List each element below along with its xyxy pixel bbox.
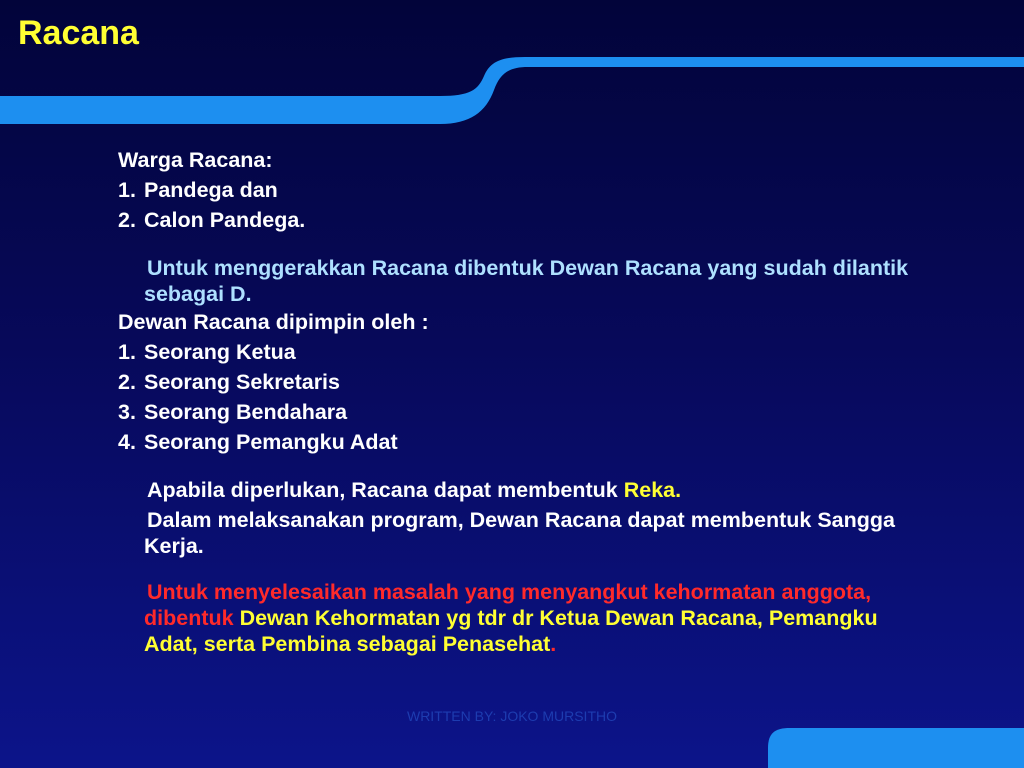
list-number: 4. (118, 430, 136, 454)
slide-title: Racana (18, 14, 139, 52)
pimpinan-item (118, 427, 918, 457)
list-number: 2. (118, 370, 136, 394)
list-text: Calon Pandega. (144, 208, 306, 232)
kehormatan-paragraph (118, 579, 918, 657)
slide-content (118, 145, 918, 657)
dipimpin-heading: Dewan Racana dipimpin oleh : (118, 310, 429, 334)
header-swoosh-band (0, 57, 1024, 124)
kehormatan-red-text: Untuk menyelesaikan masalah yang menyangkut kehormatan anggota, dibentuk (144, 580, 872, 630)
list-number: 3. (118, 400, 136, 424)
kehormatan-period: . (550, 632, 557, 656)
list-text: Seorang Pemangku Adat (144, 430, 398, 454)
list-text: Seorang Bendahara (144, 400, 348, 424)
footer-credit: WRITTEN BY: JOKO MURSITHO (406, 708, 617, 724)
list-number: 1. (118, 340, 136, 364)
list-number: 1. (118, 178, 136, 202)
bottom-corner-band (768, 728, 1024, 768)
reka-paragraph (118, 477, 918, 503)
pimpinan-item (118, 397, 918, 427)
reka-highlight: Reka. (623, 478, 682, 502)
warga-heading: Warga Racana: (118, 148, 273, 172)
list-text: Pandega dan (144, 178, 278, 202)
warga-item (118, 175, 918, 205)
pimpinan-item (118, 337, 918, 367)
kehormatan-yellow-text: Dewan Kehormatan yg tdr dr Ketua Dewan Racana, Pemangku Adat, serta Pembina sebagai Penasehat (144, 606, 878, 656)
warga-item (118, 205, 918, 235)
list-number: 2. (118, 208, 136, 232)
sangga-paragraph: Dalam melaksanakan program, Dewan Racana dapat membentuk Sangga Kerja. (144, 508, 895, 558)
pimpinan-item (118, 367, 918, 397)
reka-text: Apabila diperlukan, Racana dapat membentuk (147, 478, 618, 502)
list-text: Seorang Ketua (144, 340, 296, 364)
list-text: Seorang Sekretaris (144, 370, 340, 394)
dewan-paragraph: Untuk menggerakkan Racana dibentuk Dewan Racana yang sudah dilantik sebagai D. (144, 256, 909, 306)
